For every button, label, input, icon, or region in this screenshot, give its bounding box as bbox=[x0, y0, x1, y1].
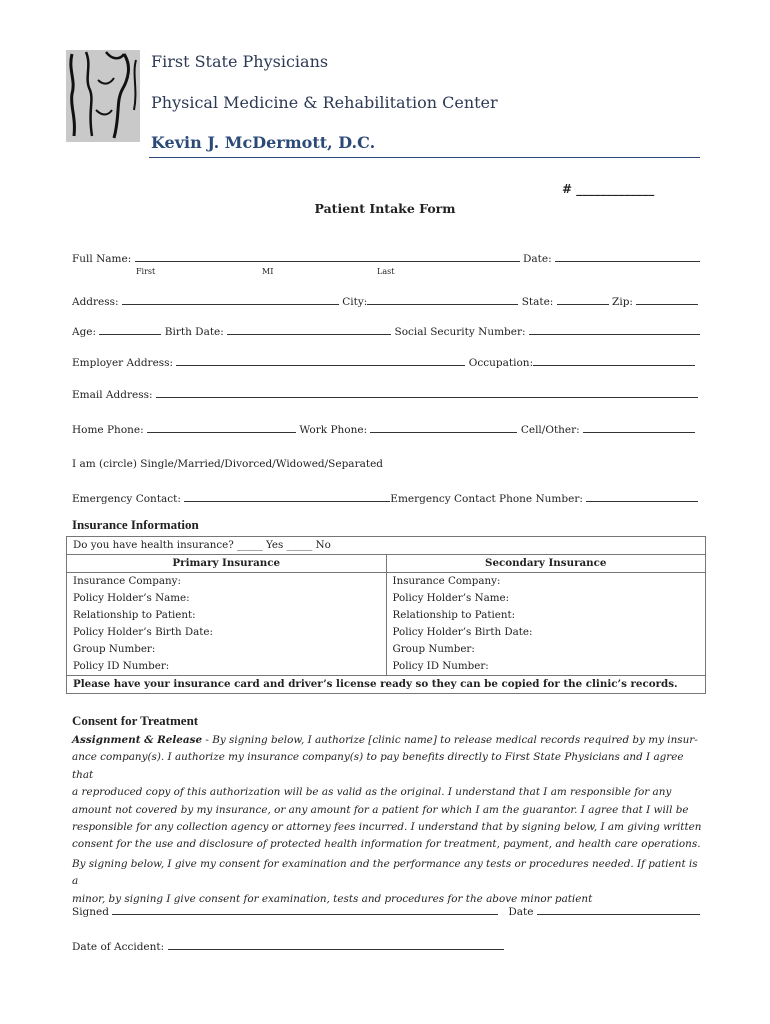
full-name-label: Full Name: bbox=[72, 253, 132, 265]
emergency-row bbox=[72, 492, 698, 505]
assignment-line-2: ance company(s). I authorize my insurance company(s) to pay benefits directly to First State Physicians and I agree that bbox=[72, 751, 684, 781]
marital-status[interactable]: I am (circle) Single/Married/Divorced/Widowed/Separated bbox=[72, 458, 384, 470]
zip-field[interactable] bbox=[636, 295, 698, 305]
signature-date-field[interactable] bbox=[537, 905, 700, 915]
secondary-group-number[interactable]: Group Number: bbox=[386, 641, 706, 658]
address-row bbox=[72, 295, 698, 308]
consent-heading: Consent for Treatment bbox=[72, 713, 199, 728]
assignment-line-3: a reproduced copy of this authorization will be as valid as the original. I understand that I am responsible for any bbox=[72, 786, 672, 799]
cell-field[interactable] bbox=[583, 423, 695, 433]
employer-address-field[interactable] bbox=[176, 356, 465, 366]
form-title: Patient Intake Form bbox=[314, 201, 456, 216]
primary-relationship[interactable]: Relationship to Patient: bbox=[67, 607, 387, 624]
last-sublabel: Last bbox=[377, 267, 395, 276]
org-name: First State Physicians bbox=[151, 52, 329, 71]
birth-date-field[interactable] bbox=[227, 325, 391, 335]
secondary-relationship[interactable]: Relationship to Patient: bbox=[386, 607, 706, 624]
city-label: City: bbox=[342, 296, 368, 308]
date-field[interactable] bbox=[555, 252, 700, 262]
accident-row bbox=[72, 940, 504, 953]
secondary-insurance-header: Secondary Insurance bbox=[386, 555, 706, 573]
insurance-heading: Insurance Information bbox=[72, 517, 199, 532]
occupation-label: Occupation: bbox=[468, 357, 534, 369]
age-label: Age: bbox=[72, 326, 97, 338]
signed-label: Signed bbox=[72, 906, 109, 918]
assignment-line-1: - By signing below, I authorize [clinic name] to release medical records required by my insur- bbox=[202, 734, 698, 746]
secondary-holder-birth-date[interactable]: Policy Holder’s Birth Date: bbox=[386, 624, 706, 641]
emergency-contact-label: Emergency Contact: bbox=[72, 493, 181, 505]
exam-consent-text bbox=[72, 856, 702, 908]
insurance-question[interactable]: Do you have health insurance? _____ Yes _____ No bbox=[67, 537, 706, 555]
accident-date-label: Date of Accident: bbox=[72, 941, 165, 953]
secondary-policy-id[interactable]: Policy ID Number: bbox=[386, 658, 706, 676]
primary-policy-holder-name[interactable]: Policy Holder’s Name: bbox=[67, 590, 387, 607]
work-phone-field[interactable] bbox=[370, 423, 517, 433]
state-field[interactable] bbox=[557, 295, 609, 305]
home-phone-field[interactable] bbox=[147, 423, 296, 433]
zip-label: Zip: bbox=[612, 296, 633, 308]
age-field[interactable] bbox=[99, 325, 161, 335]
clinic-logo bbox=[66, 50, 140, 142]
signature-row bbox=[72, 905, 700, 918]
primary-group-number[interactable]: Group Number: bbox=[67, 641, 387, 658]
date-label: Date: bbox=[522, 253, 552, 265]
assignment-line-6: consent for the use and disclosure of protected health information for treatment, payment, and health care operations. bbox=[72, 838, 701, 851]
ssn-label: Social Security Number: bbox=[394, 326, 526, 338]
city-field[interactable] bbox=[367, 295, 518, 305]
primary-insurance-company[interactable]: Insurance Company: bbox=[67, 573, 387, 591]
signature-date-label: Date bbox=[508, 906, 534, 918]
header-divider bbox=[149, 157, 700, 158]
birth-date-label: Birth Date: bbox=[164, 326, 224, 338]
exam-line-1: By signing below, I give my consent for examination and the performance any tests or procedures needed. If patient is a bbox=[72, 858, 698, 888]
email-field[interactable] bbox=[156, 388, 698, 398]
primary-policy-id[interactable]: Policy ID Number: bbox=[67, 658, 387, 676]
full-name-row bbox=[72, 252, 700, 265]
employer-row bbox=[72, 356, 695, 369]
email-label: Email Address: bbox=[72, 389, 153, 401]
emergency-contact-field[interactable] bbox=[184, 492, 390, 502]
center-name: Physical Medicine & Rehabilitation Center bbox=[151, 93, 498, 112]
first-sublabel: First bbox=[136, 267, 156, 276]
email-row bbox=[72, 388, 698, 401]
assignment-line-4: amount not covered by my insurance, or any amount for a patient for which I am the guarantor. I agree that I will be bbox=[72, 803, 689, 816]
assignment-label: Assignment & Release bbox=[72, 734, 203, 746]
emergency-phone-label: Emergency Contact Phone Number: bbox=[390, 493, 583, 505]
address-field[interactable] bbox=[122, 295, 339, 305]
ssn-field[interactable] bbox=[529, 325, 700, 335]
signature-field[interactable] bbox=[112, 905, 498, 915]
address-label: Address: bbox=[72, 296, 119, 308]
cell-label: Cell/Other: bbox=[520, 424, 580, 436]
occupation-field[interactable] bbox=[533, 356, 695, 366]
emergency-phone-field[interactable] bbox=[586, 492, 698, 502]
insurance-note: Please have your insurance card and driver’s license ready so they can be copied for the clinic’s records. bbox=[67, 676, 706, 694]
phone-row bbox=[72, 423, 695, 436]
work-phone-label: Work Phone: bbox=[299, 424, 368, 436]
full-name-field[interactable] bbox=[135, 252, 520, 262]
assignment-release-text bbox=[72, 732, 702, 854]
insurance-table bbox=[66, 536, 706, 694]
state-label: State: bbox=[521, 296, 554, 308]
employer-address-label: Employer Address: bbox=[72, 357, 174, 369]
secondary-policy-holder-name[interactable]: Policy Holder’s Name: bbox=[386, 590, 706, 607]
home-phone-label: Home Phone: bbox=[72, 424, 144, 436]
assignment-line-5: responsible for any collection agency or attorney fees incurred. I understand that by signing below, I am giving written bbox=[72, 821, 702, 834]
secondary-insurance-company[interactable]: Insurance Company: bbox=[386, 573, 706, 591]
exam-line-2: minor, by signing I give consent for examination, tests and procedures for the above minor patient bbox=[72, 892, 593, 905]
doctor-name: Kevin J. McDermott, D.C. bbox=[151, 133, 376, 152]
primary-holder-birth-date[interactable]: Policy Holder’s Birth Date: bbox=[67, 624, 387, 641]
age-row bbox=[72, 325, 700, 338]
accident-date-field[interactable] bbox=[168, 940, 504, 950]
form-number: # _____________ bbox=[562, 182, 655, 196]
mi-sublabel: MI bbox=[262, 267, 274, 276]
primary-insurance-header: Primary Insurance bbox=[67, 555, 387, 573]
